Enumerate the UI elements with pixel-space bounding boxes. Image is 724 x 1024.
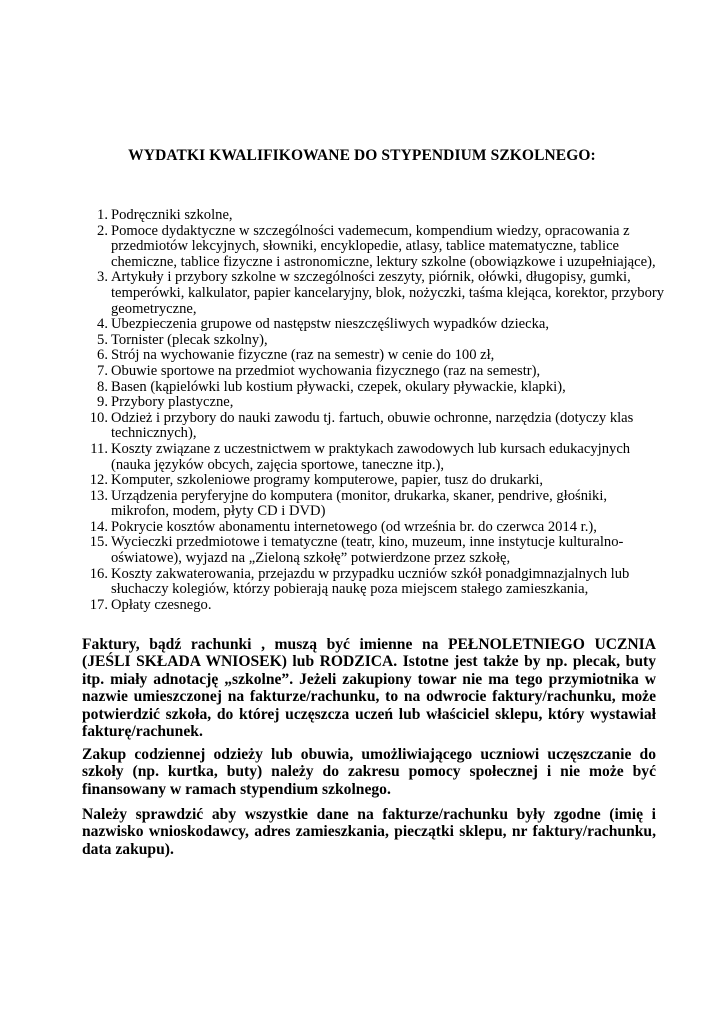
item-text: Opłaty czesnego. xyxy=(111,596,212,613)
item-number: 14. xyxy=(89,518,108,535)
list-item xyxy=(78,348,668,364)
list-item xyxy=(78,395,668,411)
item-number: 15. xyxy=(89,534,108,551)
verify-invoice-data-paragraph: Należy sprawdzić aby wszystkie dane na fakturze/rachunku były zgodne (imię i nazwisko wnioskodawcy, adres zamieszkania, pieczątki sklepu, nr faktury/rachunku, data zakupu). xyxy=(82,806,656,858)
item-number: 10. xyxy=(89,409,108,426)
item-text: Strój na wychowanie fizyczne (raz na semestr) w cenie do 100 zł, xyxy=(111,347,495,364)
item-text: Odzież i przybory do nauki zawodu tj. fartuch, obuwie ochronne, narzędzia (dotyczy klas technicznych), xyxy=(111,409,634,442)
item-text: Koszty związane z uczestnictwem w praktykach zawodowych lub kursach edukacyjnych (nauka języków obcych, zajęcia sportowe, taneczne itp.), xyxy=(111,440,631,473)
item-text: Artykuły i przybory szkolne w szczególności zeszyty, piórnik, ołówki, długopisy, gumki, temperówki, kalkulator, papier kancelaryjny, blok, nożyczki, taśma klejąca, korektor, przybory geometryczne, xyxy=(111,269,665,317)
item-text: Tornister (plecak szkolny), xyxy=(111,331,268,348)
list-item xyxy=(78,364,668,380)
item-number: 7. xyxy=(97,362,108,379)
item-text: Podręczniki szkolne, xyxy=(111,207,233,223)
item-text: Ubezpieczenia grupowe od następstw nieszczęśliwych wypadków dziecka, xyxy=(111,316,550,333)
item-number: 3. xyxy=(97,269,108,286)
item-text: Pomoce dydaktyczne w szczególności vademecum, kompendium wiedzy, opracowania z przedmiotów lekcyjnych, słowniki, encyklopedie, atlasy, tablice matematyczne, tablice chemiczne, tablice fizyczne i astronomiczne, lektury szkolne (obowiązkowe i uzupełniające), xyxy=(111,222,656,270)
invoice-requirements-paragraph: Faktury, bądź rachunki , muszą być imienne na PEŁNOLETNIEGO UCZNIA (JEŚLI SKŁADA WNIOSEK) lub RODZICA. Istotne jest także by np. plecak, buty itp. miały adnotację „szkolne”. Jeżeli zakupiony towar nie ma tego przymiotnika w nazwie umieszczonej na fakturze/rachunku, to na odwrocie faktury/rachunku, może potwierdzić szkoła, do której uczęszcza uczeń lub właściciel sklepu, który wystawiał fakturę/rachunek. xyxy=(82,636,656,741)
list-item xyxy=(78,317,668,333)
document-title: WYDATKI KWALIFIKOWANE DO STYPENDIUM SZKOLNEGO: xyxy=(128,147,596,164)
eligible-expenses-list xyxy=(78,208,668,613)
list-item xyxy=(78,411,668,442)
list-item xyxy=(78,380,668,396)
list-item xyxy=(78,473,668,489)
item-number: 16. xyxy=(89,565,108,582)
item-text: Wycieczki przedmiotowe i tematyczne (teatr, kino, muzeum, inne instytucje kulturalno-oświatowe), wyjazd na „Zieloną szkołę” potwierdzone przez szkołę, xyxy=(111,534,624,567)
list-item xyxy=(78,567,668,598)
everyday-clothing-paragraph: Zakup codziennej odzieży lub obuwia, umożliwiającego uczniowi uczęszczanie do szkoły (np. kurtka, buty) należy do zakresu pomocy społecznej i nie może być finansowany w ramach stypendium szkolnego. xyxy=(82,746,656,798)
item-text: Pokrycie kosztów abonamentu internetowego (od września br. do czerwca 2014 r.), xyxy=(111,518,597,535)
list-item xyxy=(78,208,668,224)
item-number: 2. xyxy=(97,222,108,239)
item-text: Komputer, szkoleniowe programy komputerowe, papier, tusz do drukarki, xyxy=(111,472,544,489)
list-item xyxy=(78,598,668,614)
list-item xyxy=(78,535,668,566)
item-number: 9. xyxy=(97,394,108,411)
item-text: Przybory plastyczne, xyxy=(111,394,234,411)
list-item xyxy=(78,489,668,520)
list-item xyxy=(78,270,668,317)
list-item xyxy=(78,224,668,271)
list-item xyxy=(78,442,668,473)
item-number: 13. xyxy=(89,487,108,504)
list-item xyxy=(78,520,668,536)
list-item xyxy=(78,333,668,349)
item-text: Urządzenia peryferyjne do komputera (monitor, drukarka, skaner, pendrive, głośniki, mikrofon, modem, płyty CD i DVD) xyxy=(111,487,608,520)
item-number: 12. xyxy=(89,472,108,489)
item-number: 4. xyxy=(97,316,108,333)
item-text: Obuwie sportowe na przedmiot wychowania fizycznego (raz na semestr), xyxy=(111,362,541,379)
item-text: Basen (kąpielówki lub kostium pływacki, czepek, okulary pływackie, klapki), xyxy=(111,378,566,395)
item-number: 8. xyxy=(97,378,108,395)
item-text: Koszty zakwaterowania, przejazdu w przypadku uczniów szkół ponadgimnazjalnych lub słuchaczy kolegiów, którzy pobierają naukę poza miejscem stałego zamieszkania, xyxy=(111,565,630,598)
item-number: 11. xyxy=(90,440,108,457)
item-number: 1. xyxy=(97,207,108,223)
item-number: 6. xyxy=(97,347,108,364)
item-number: 17. xyxy=(89,596,108,613)
item-number: 5. xyxy=(97,331,108,348)
